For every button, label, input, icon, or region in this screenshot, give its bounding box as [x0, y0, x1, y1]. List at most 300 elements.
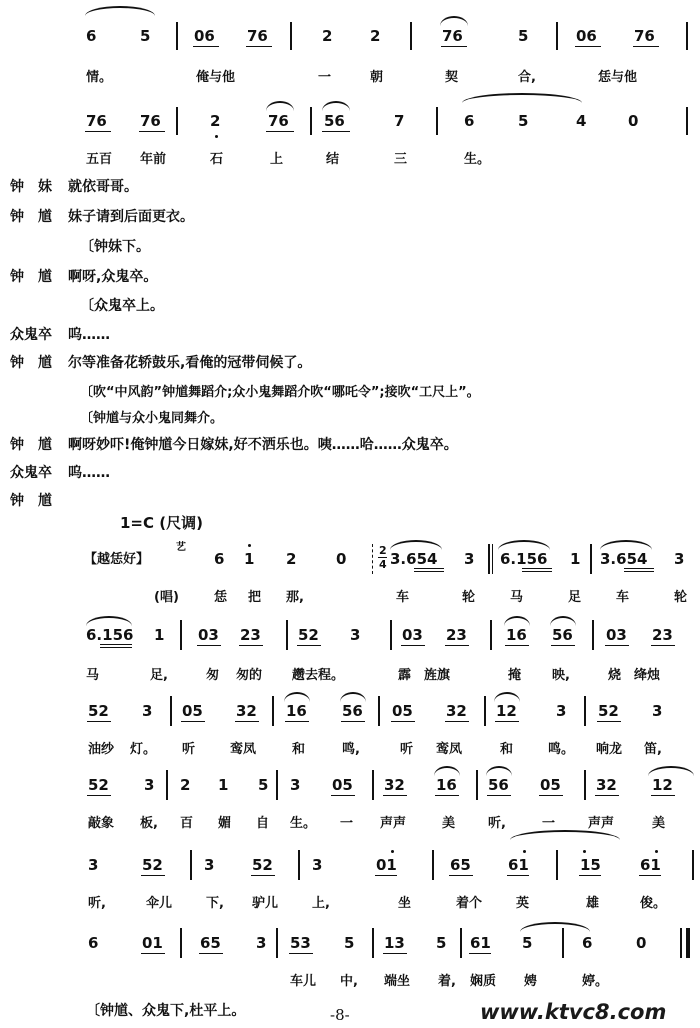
bar-line [492, 544, 493, 574]
note: 5 [258, 776, 269, 794]
note: 13 [384, 934, 405, 952]
note: 65 [450, 856, 471, 874]
lyric: 自 [256, 816, 270, 831]
song-row-5 [0, 838, 700, 898]
lyric: 媚 [218, 816, 232, 831]
underline [193, 46, 219, 47]
note: 76 [247, 27, 268, 45]
song-row-3 [0, 684, 700, 744]
note: 6 [582, 934, 593, 952]
underline [445, 721, 469, 722]
bar-line [488, 544, 490, 574]
bar-line [190, 850, 192, 880]
underline [375, 875, 397, 876]
site-watermark: www.ktvc8.com [480, 1000, 667, 1024]
bar-line [378, 696, 380, 726]
lyric: 车 [396, 590, 410, 605]
lyric: 霹 [398, 668, 412, 683]
page-number: -8- [330, 1006, 350, 1024]
note: 3 [312, 856, 323, 874]
note: 12 [496, 702, 517, 720]
note: 12 [652, 776, 673, 794]
bar-line [686, 928, 690, 958]
lyric: 足 [568, 590, 582, 605]
lyric: 听, [88, 896, 106, 911]
lyric: 听, [488, 816, 506, 831]
note: 03 [606, 626, 627, 644]
note: 76 [442, 27, 463, 45]
slur-arc [498, 540, 550, 550]
underline [197, 645, 221, 646]
time-signature-bottom: 4 [379, 558, 387, 571]
high-dot [391, 850, 394, 853]
underline [435, 795, 459, 796]
key-signature: 1=C (尺调) [120, 514, 203, 532]
lyric: 轮 [674, 590, 688, 605]
bar-line [436, 107, 438, 135]
lyric: 声声 [380, 816, 407, 831]
lyric: 匆的 [236, 668, 263, 683]
bar-line [680, 928, 682, 958]
note: 2 [210, 112, 221, 130]
note: 05 [392, 702, 413, 720]
underline [651, 645, 675, 646]
note: 0 [628, 112, 639, 130]
underline [297, 645, 321, 646]
note: 05 [182, 702, 203, 720]
note: 6 [214, 550, 225, 568]
lyric: 上 [270, 152, 284, 167]
note: 06 [576, 27, 597, 45]
bar-line [272, 696, 274, 726]
note: 52 [598, 702, 619, 720]
lyric: 旌旗 [424, 668, 451, 683]
lyric: 声声 [588, 816, 615, 831]
lyric: 伞儿 [146, 896, 173, 911]
note: 0 [336, 550, 347, 568]
underline [100, 647, 132, 648]
role-name: 众鬼卒 [10, 465, 52, 481]
lyric: 那, [286, 590, 304, 605]
lyric: 敲象 [88, 816, 115, 831]
lyric: 马 [86, 668, 100, 683]
underline [331, 795, 355, 796]
underline [605, 645, 629, 646]
lyric: 一 [340, 816, 354, 831]
lyric: 娉 [524, 974, 538, 989]
lyric: 把 [248, 590, 262, 605]
lyric: 美 [442, 816, 456, 831]
note: 4 [576, 112, 587, 130]
role-name: 钟馗 [10, 269, 66, 285]
bar-line [276, 928, 278, 958]
note: 16 [506, 626, 527, 644]
note: 32 [384, 776, 405, 794]
underline [539, 795, 563, 796]
underline [322, 131, 350, 132]
bar-line [372, 544, 375, 574]
bar-line [372, 770, 374, 800]
lyric: 一 [542, 816, 556, 831]
underline [181, 721, 205, 722]
lyric: 掩 [508, 668, 522, 683]
note: 56 [342, 702, 363, 720]
underline [505, 645, 529, 646]
lyric: 足, [150, 668, 168, 683]
underline [579, 875, 601, 876]
lyric: 趱去程。 [292, 668, 345, 683]
lyric: 恁 [214, 590, 228, 605]
tie-arc [520, 922, 590, 932]
bar-line [484, 696, 486, 726]
lyric: 鸣, [342, 742, 360, 757]
note: 5 [140, 27, 151, 45]
bar-line [556, 22, 558, 50]
role-name: 钟馗 [10, 209, 66, 225]
lyric: 英 [516, 896, 530, 911]
slur-arc [550, 616, 576, 626]
note: 76 [634, 27, 655, 45]
lyric: 车儿 [290, 974, 317, 989]
underline [289, 953, 313, 954]
lyric: 端坐 [384, 974, 411, 989]
line-text: 呜…… [68, 327, 110, 343]
underline [383, 953, 407, 954]
note: 06 [194, 27, 215, 45]
bar-line [290, 22, 292, 50]
underline [141, 875, 165, 876]
stage-direction: 〔钟馗、众鬼下,杜平上。 [86, 1003, 246, 1019]
bar-line [692, 850, 694, 880]
lyric: 鸣。 [548, 742, 575, 757]
bar-line [176, 22, 178, 50]
lyric: 结 [326, 152, 340, 167]
lyric: 契 [445, 70, 459, 85]
line-text: 呜…… [68, 465, 110, 481]
underline [597, 721, 621, 722]
lyric: 下, [206, 896, 224, 911]
bar-line [390, 620, 392, 650]
note: 76 [140, 112, 161, 130]
underline [639, 875, 661, 876]
note: 5 [436, 934, 447, 952]
tie-arc [462, 93, 582, 103]
bar-line [562, 928, 564, 958]
lyric: 一 [318, 70, 332, 85]
note: 32 [236, 702, 257, 720]
tie-arc [510, 830, 620, 840]
lyric: 板, [140, 816, 158, 831]
lyric: 坐 [398, 896, 412, 911]
line-text: 尔等准备花轿鼓乐,看俺的冠带伺候了。 [68, 355, 312, 371]
note: 01 [142, 934, 163, 952]
lyric: 中, [340, 974, 358, 989]
high-dot [655, 850, 658, 853]
lyric: 匆 [206, 668, 220, 683]
lyric: 鸾凤 [436, 742, 463, 757]
time-signature-top: 2 [379, 544, 387, 557]
underline [414, 568, 444, 569]
note: 53 [290, 934, 311, 952]
underline [449, 875, 473, 876]
underline [266, 131, 294, 132]
note: 6 [464, 112, 475, 130]
bar-line [584, 770, 586, 800]
line-text: 就依哥哥。 [68, 179, 138, 195]
bar-line [490, 620, 492, 650]
slur-arc [494, 692, 520, 702]
note: 56 [324, 112, 345, 130]
bar-line [476, 770, 478, 800]
lyric: 俊。 [640, 896, 667, 911]
note: 2 [322, 27, 333, 45]
note: 3.654 [600, 550, 648, 568]
note: 52 [252, 856, 273, 874]
note: 52 [88, 702, 109, 720]
stage-direction: 〔众鬼卒上。 [80, 298, 164, 314]
underline [87, 795, 111, 796]
high-dot [583, 850, 586, 853]
lyric: 马 [510, 590, 524, 605]
lyric: 生。 [290, 816, 317, 831]
slur-arc [648, 766, 694, 776]
lyric: 听 [182, 742, 196, 757]
lyric: 鸾凤 [230, 742, 257, 757]
underline [414, 571, 444, 572]
role-name: 钟馗 [10, 355, 66, 371]
note: 03 [402, 626, 423, 644]
lyric: 车 [616, 590, 630, 605]
underline [239, 645, 263, 646]
bar-line [276, 770, 278, 800]
underline [624, 571, 654, 572]
note: 6 [86, 27, 97, 45]
note: 61 [640, 856, 661, 874]
lyric: 绛烛 [634, 668, 661, 683]
note: 05 [332, 776, 353, 794]
note: 65 [200, 934, 221, 952]
bar-line [180, 620, 182, 650]
slur-arc [284, 692, 310, 702]
song-row-4 [0, 758, 700, 818]
underline [246, 46, 272, 47]
underline [551, 645, 575, 646]
underline [575, 46, 601, 47]
high-dot [523, 850, 526, 853]
bar-line [432, 850, 434, 880]
tune-label: 【越恁好】 [84, 552, 150, 567]
lyric: 美 [652, 816, 666, 831]
note: 3 [290, 776, 301, 794]
lyric: 年前 [140, 152, 167, 167]
tune-mark: 艺 [176, 542, 186, 553]
lyric: 驴儿 [252, 896, 279, 911]
lyric: 朝 [370, 70, 384, 85]
note: 5 [518, 27, 529, 45]
note: 1 [218, 776, 229, 794]
underline [139, 131, 165, 132]
underline [391, 721, 415, 722]
underline [87, 721, 111, 722]
underline [487, 795, 511, 796]
slur-arc [504, 616, 530, 626]
bar-line [590, 544, 592, 574]
line-text: 啊呀,众鬼卒。 [68, 269, 158, 285]
stage-direction: 〔吹“中风韵”钟馗舞蹈介;众小鬼舞蹈介吹“哪吒令”;接吹“工尺上”。 [80, 385, 480, 400]
song-row-2 [0, 608, 700, 668]
note: 56 [552, 626, 573, 644]
underline [595, 795, 619, 796]
note: 15 [580, 856, 601, 874]
note: 3 [204, 856, 215, 874]
note: 76 [86, 112, 107, 130]
stage-direction: 〔钟妹下。 [80, 239, 150, 255]
slur-arc [440, 16, 468, 26]
note: 3 [144, 776, 155, 794]
underline [495, 721, 519, 722]
low-dot [215, 135, 218, 138]
lyric: 俺与他 [196, 70, 236, 85]
lyric: 五百 [86, 152, 113, 167]
lyric: 着个 [456, 896, 483, 911]
note: 3 [142, 702, 153, 720]
note: 16 [286, 702, 307, 720]
note: 6.156 [86, 626, 134, 644]
stage-direction: 〔钟馗与众小鬼同舞介。 [80, 411, 224, 426]
note: 56 [488, 776, 509, 794]
note: 23 [446, 626, 467, 644]
note: 2 [286, 550, 297, 568]
lyric: 上, [312, 896, 330, 911]
lyric: 雄 [586, 896, 600, 911]
note: 5 [518, 112, 529, 130]
lyric: 婷。 [582, 974, 609, 989]
slur-arc [322, 101, 350, 111]
note: 3 [88, 856, 99, 874]
note: 52 [88, 776, 109, 794]
slur-arc [486, 766, 512, 776]
lyric: 烧 [608, 668, 622, 683]
slur-arc [390, 540, 442, 550]
note: 03 [198, 626, 219, 644]
note: 3.654 [390, 550, 438, 568]
lyric: 情。 [86, 70, 113, 85]
lyric: 轮 [462, 590, 476, 605]
lyric: 娴质 [470, 974, 497, 989]
note: 5 [522, 934, 533, 952]
slur-arc [340, 692, 366, 702]
role-name: 众鬼卒 [10, 327, 52, 343]
lyric: 和 [292, 742, 306, 757]
underline [141, 953, 165, 954]
note: 1 [570, 550, 581, 568]
role-name: 钟馗 [10, 493, 66, 509]
underline [445, 645, 469, 646]
underline [85, 131, 111, 132]
lyric: 油纱 [88, 742, 115, 757]
underline [469, 953, 491, 954]
bar-line [686, 107, 688, 135]
note: 5 [344, 934, 355, 952]
note: 3 [350, 626, 361, 644]
note: 23 [652, 626, 673, 644]
note: 2 [180, 776, 191, 794]
underline [285, 721, 309, 722]
bar-line [592, 620, 594, 650]
lyric: 映, [552, 668, 570, 683]
slur-arc [86, 616, 132, 626]
note: 32 [596, 776, 617, 794]
note: 1 [244, 550, 255, 568]
note: 6.156 [500, 550, 548, 568]
underline [100, 644, 132, 645]
note: 52 [142, 856, 163, 874]
note: 23 [240, 626, 261, 644]
underline [522, 571, 552, 572]
underline [633, 46, 659, 47]
lyric: 三 [394, 152, 408, 167]
underline [251, 875, 275, 876]
note: 7 [394, 112, 405, 130]
bar-line [286, 620, 288, 650]
underline [507, 875, 529, 876]
underline [651, 795, 675, 796]
underline [199, 953, 223, 954]
bar-line [372, 928, 374, 958]
bar-line [176, 107, 178, 135]
bar-line [298, 850, 300, 880]
bar-line [166, 770, 168, 800]
note: 6 [88, 934, 99, 952]
bar-line [686, 22, 688, 50]
lyric: 百 [180, 816, 194, 831]
role-name: 钟妹 [10, 179, 66, 195]
note: 32 [446, 702, 467, 720]
note: 61 [470, 934, 491, 952]
note: 3 [464, 550, 475, 568]
note: 1 [154, 626, 165, 644]
bar-line [584, 696, 586, 726]
role-name: 钟馗 [10, 437, 66, 453]
lyric: (唱) [154, 590, 179, 605]
note: 76 [268, 112, 289, 130]
lyric: 笛, [644, 742, 662, 757]
lyric: 听 [400, 742, 414, 757]
lyric: 着, [438, 974, 456, 989]
note: 3 [256, 934, 267, 952]
slur-arc [434, 766, 460, 776]
note: 52 [298, 626, 319, 644]
score-row-2 [0, 85, 700, 155]
lyric: 和 [500, 742, 514, 757]
lyric: 生。 [464, 152, 491, 167]
note: 3 [674, 550, 685, 568]
lyric: 合, [518, 70, 536, 85]
tie-arc [85, 6, 155, 16]
lyric: 恁与他 [598, 70, 638, 85]
line-text: 妹子请到后面更衣。 [68, 209, 194, 225]
song-row-1 [0, 530, 700, 610]
underline [401, 645, 425, 646]
bar-line [180, 928, 182, 958]
note: 01 [376, 856, 397, 874]
note: 0 [636, 934, 647, 952]
underline [522, 568, 552, 569]
bar-line [170, 696, 172, 726]
lyric: 石 [210, 152, 224, 167]
lyric: 灯。 [130, 742, 157, 757]
bar-line [410, 22, 412, 50]
